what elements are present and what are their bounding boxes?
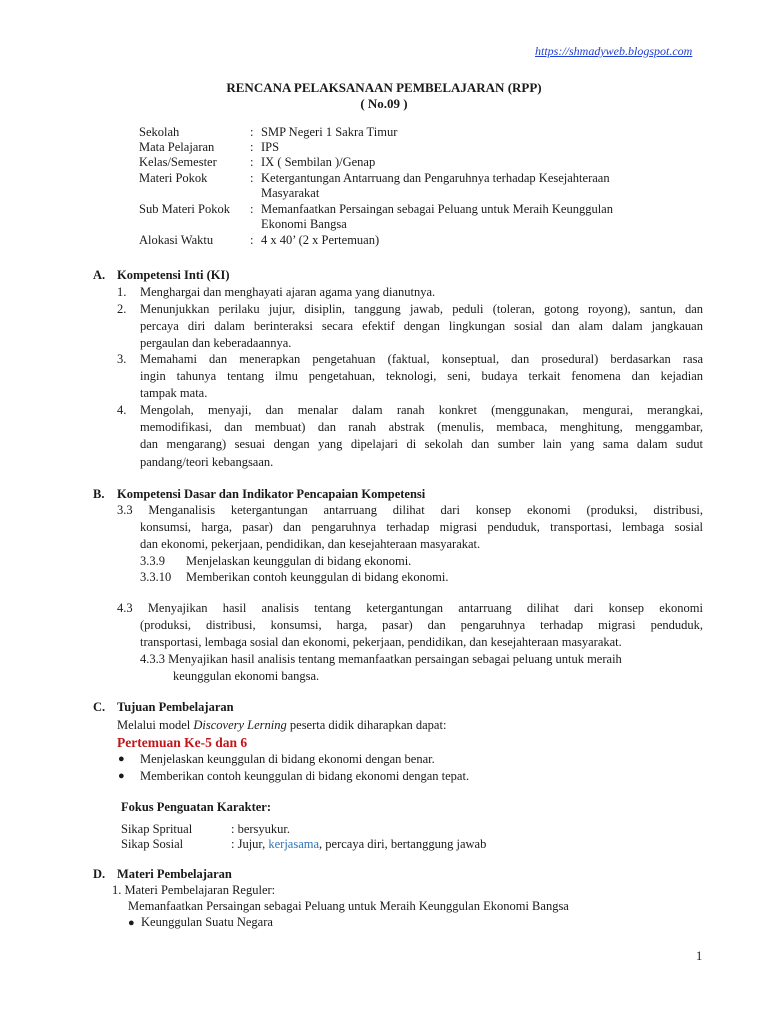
school-colon: : <box>250 125 254 139</box>
intro-suffix: peserta didik diharapkan dapat: <box>286 718 447 732</box>
subtopic-value-line1: Memanfaatkan Persaingan sebagai Peluang untuk Meraih Keunggulan <box>261 202 613 216</box>
ki-2-number: 2. <box>117 302 127 316</box>
kd-4-3-line1: 4.3 Menyajikan hasil analisis tentang ketergantungan antarruang dilihat dari konsep ekonomi <box>117 601 703 615</box>
document-title: RENCANA PELAKSANAAN PEMBELAJARAN (RPP) <box>226 80 542 95</box>
ki-4-line3: dan mengarang) sesuai dengan yang dipelajari di sekolah dan sumber lain yang sama dalam sudut <box>140 437 703 451</box>
bullet-icon: ● <box>118 753 125 765</box>
subtopic-value-line2: Ekonomi Bangsa <box>261 217 347 231</box>
social-prefix: : Jujur, <box>231 837 269 851</box>
bullet-icon: ● <box>118 770 125 782</box>
section-b-heading: Kompetensi Dasar dan Indikator Pencapaian Kompetensi <box>117 487 426 501</box>
social-highlight: kerjasama <box>268 837 320 851</box>
ki-2-line2: percaya diri dalam berinteraksi secara efektif dengan lingkungan sosial dan alam dalam jangkauan <box>140 319 703 333</box>
objective-2: Memberikan contoh keunggulan di bidang ekonomi dengan tepat. <box>140 769 470 783</box>
page-number: 1 <box>696 949 703 963</box>
topic-colon: : <box>250 171 254 185</box>
ki-1-text: Menghargai dan menghayati ajaran agama yang dianutnya. <box>140 285 436 299</box>
meeting-label: Pertemuan Ke-5 dan 6 <box>117 735 248 750</box>
ki-2-line1: Menunjukkan perilaku jujur, disiplin, tanggung jawab, peduli (toleran, gotong royong), santun, dan <box>140 302 703 316</box>
school-value: SMP Negeri 1 Sakra Timur <box>261 125 398 139</box>
ki-4-line1: Mengolah, menyaji, dan menalar dalam ranah konkret (menggunakan, mengurai, merangkai, <box>140 403 703 417</box>
kd-3-3-line2: konsumsi, harga, pasar) dan pengaruhnya terhadap migrasi penduduk, transportasi, lembaga sosial <box>140 520 703 534</box>
material-topic: Memanfaatkan Persaingan sebagai Peluang untuk Meraih Keunggulan Ekonomi Bangsa <box>128 899 569 913</box>
intro-prefix: Melalui model <box>117 718 194 732</box>
spiritual-attitude-value: : bersyukur. <box>231 822 291 836</box>
section-d-letter: D. <box>93 867 106 881</box>
kd-3-3-line3: dan ekonomi, pekerjaan, pendidikan, dan kesejahteraan masyarakat. <box>140 537 481 551</box>
bullet-icon: ● <box>128 917 135 929</box>
indicator-4-3-3-line1: 4.3.3 Menyajikan hasil analisis tentang memanfaatkan persaingan sebagai peluang untuk meraih <box>140 652 622 666</box>
ki-4-line2: memodifikasi, dan membuat) dan ranah abstrak (menulis, membaca, menghitung, menggambar, <box>140 420 703 434</box>
objective-1: Menjelaskan keunggulan di bidang ekonomi dengan benar. <box>140 752 435 766</box>
class-label: Kelas/Semester <box>139 155 217 169</box>
ki-3-number: 3. <box>117 352 127 366</box>
school-label: Sekolah <box>139 125 180 139</box>
ki-2-line3: pergaulan dan keberadaannya. <box>140 336 292 350</box>
kd-3-3-line1: 3.3 Menganalisis ketergantungan antarruang dilihat dari konsep ekonomi (produksi, distribusi, <box>117 503 703 517</box>
section-a-letter: A. <box>93 268 106 282</box>
subject-colon: : <box>250 140 254 154</box>
material-subtopic: Keunggulan Suatu Negara <box>141 915 273 929</box>
subject-value: IPS <box>261 140 280 154</box>
subtopic-label: Sub Materi Pokok <box>139 202 230 216</box>
social-attitude-value <box>231 837 486 852</box>
topic-label: Materi Pokok <box>139 171 208 185</box>
indicator-3-3-9-text: Menjelaskan keunggulan di bidang ekonomi. <box>186 554 412 568</box>
class-value: IX ( Sembilan )/Genap <box>261 155 376 169</box>
document-number: ( No.09 ) <box>360 96 408 111</box>
time-value: 4 x 40’ (2 x Pertemuan) <box>261 233 380 247</box>
section-a-heading: Kompetensi Inti (KI) <box>117 268 230 282</box>
regular-material-item: 1. Materi Pembelajaran Reguler: <box>112 883 276 897</box>
indicator-3-3-10-number: 3.3.10 <box>140 570 172 584</box>
ki-3-line2: ingin tahunya tentang ilmu pengetahuan, teknologi, seni, budaya terkait fenomena dan kejadian <box>140 369 703 383</box>
topic-value-line1: Ketergantungan Antarruang dan Pengaruhnya terhadap Kesejahteraan <box>261 171 610 185</box>
blog-url-link[interactable]: https://shmadyweb.blogspot.com <box>535 44 693 58</box>
topic-value-line2: Masyarakat <box>261 186 320 200</box>
character-focus-title: Fokus Penguatan Karakter: <box>121 800 271 814</box>
ki-1-number: 1. <box>117 285 127 299</box>
section-c-heading: Tujuan Pembelajaran <box>117 700 234 714</box>
section-b-letter: B. <box>93 487 105 501</box>
ki-3-line1: Memahami dan menerapkan pengetahuan (faktual, konseptual, dan prosedural) berdasarkan rasa <box>140 352 703 366</box>
spiritual-attitude-label: Sikap Spritual <box>121 822 193 836</box>
indicator-3-3-9-number: 3.3.9 <box>140 554 165 568</box>
ki-4-line4: pandang/teori kebangsaan. <box>140 455 274 469</box>
time-label: Alokasi Waktu <box>139 233 214 247</box>
section-d-heading: Materi Pembelajaran <box>117 867 232 881</box>
ki-4-number: 4. <box>117 403 127 417</box>
time-colon: : <box>250 233 254 247</box>
learning-model: Discovery Lerning <box>193 718 287 732</box>
learning-objective-intro <box>117 718 446 733</box>
class-colon: : <box>250 155 254 169</box>
ki-3-line3: tampak mata. <box>140 386 208 400</box>
subtopic-colon: : <box>250 202 254 216</box>
indicator-4-3-3-line2: keunggulan ekonomi bangsa. <box>173 669 320 683</box>
social-attitude-label: Sikap Sosial <box>121 837 184 851</box>
indicator-3-3-10-text: Memberikan contoh keunggulan di bidang ekonomi. <box>186 570 449 584</box>
subject-label: Mata Pelajaran <box>139 140 215 154</box>
kd-4-3-line3: transportasi, lembaga sosial dan ekonomi, pekerjaan, pendidikan, dan kesejahteraan masyarakat. <box>140 635 622 649</box>
kd-4-3-line2: (produksi, distribusi, konsumsi, harga, pasar) dan pengaruhnya terhadap migrasi penduduk, <box>140 618 703 632</box>
section-c-letter: C. <box>93 700 106 714</box>
social-suffix: , percaya diri, bertanggung jawab <box>319 837 487 851</box>
